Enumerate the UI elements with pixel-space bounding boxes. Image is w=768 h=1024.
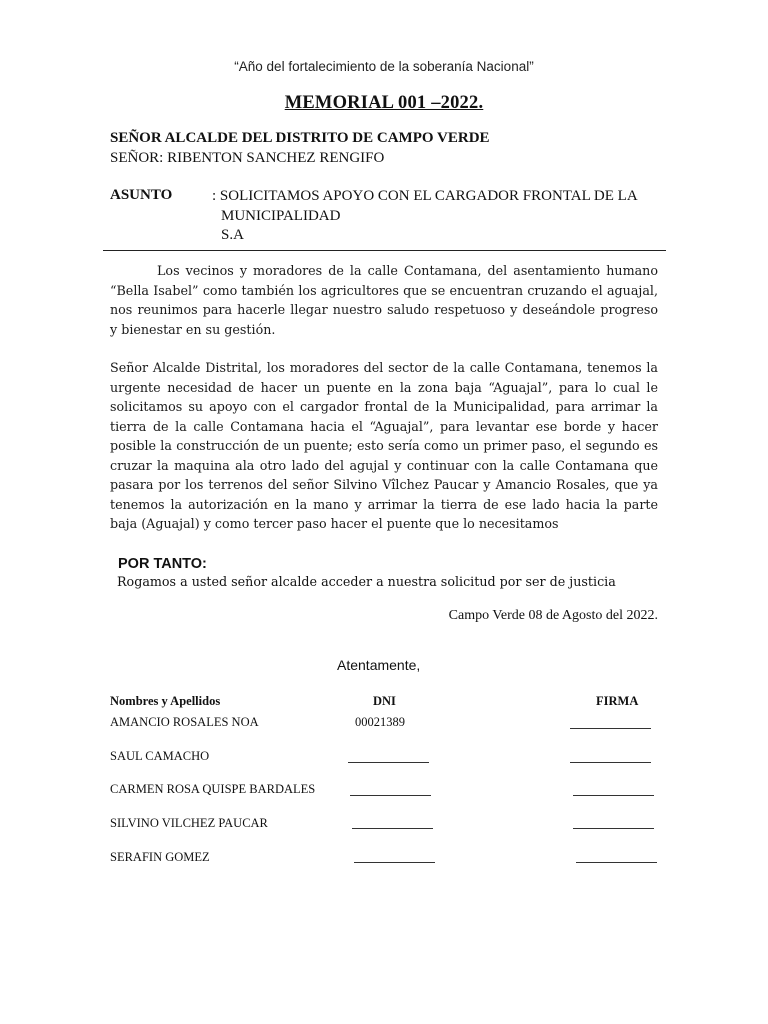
signature-line — [573, 828, 654, 829]
regards-text: Atentamente, — [337, 657, 421, 673]
column-header-name: Nombres y Apellidos — [110, 694, 221, 708]
signatory-name: SERAFIN GOMEZ — [110, 850, 210, 864]
date-line: Campo Verde 08 de Agosto del 2022. — [448, 608, 658, 623]
request-text: Rogamos a usted señor alcalde acceder a nuestra solicitud por ser de justicia — [117, 574, 616, 589]
recipient-office: SEÑOR ALCALDE DEL DISTRITO DE CAMPO VERDE — [110, 130, 490, 146]
signatory-name: SILVINO VILCHEZ PAUCAR — [110, 816, 268, 830]
body-paragraph-2: Señor Alcalde Distrital, los moradores del sector de la calle Contamana, tenemos la urgente necesidad de hacer un puente en la zona baja “Aguajal”, para lo cual le solicitamos su apoyo con el cargador frontal de la Municipalidad, para arrimar la tierra de la calle Contamana hacia el “Aguajal”, para levantar ese borde y hacer posible la construcción de un puente; esto sería como un primer paso, el segundo es cruzar la maquina ala otro lado del agujal y continuar con la calle Contamana que pasara por los terrenos del señor Silvino Vîlchez Paucar y Amancio Rosales, que ya tenemos la autorización en la mano y arrimar la tierra de ese lado hacia la parte baja (Aguajal) y como tercer paso hacer el puente que lo necesitamos — [110, 360, 658, 531]
signatory-name: AMANCIO ROSALES NOA — [110, 715, 259, 729]
subject-text — [212, 187, 662, 246]
recipient-name: SEÑOR: RIBENTON SANCHEZ RENGIFO — [110, 150, 385, 166]
subject-line-1: : SOLICITAMOS APOYO CON EL CARGADOR FRONTAL DE LA — [212, 188, 638, 204]
dni-line — [352, 828, 433, 829]
header-divider — [103, 250, 666, 251]
signature-line — [576, 862, 657, 863]
column-header-dni: DNI — [373, 694, 396, 708]
signature-line — [573, 795, 654, 796]
dni-line — [354, 862, 435, 863]
motto-line: “Año del fortalecimiento de la soberanía Nacional” — [234, 59, 534, 74]
body-paragraph-1: Los vecinos y moradores de la calle Contamana, del asentamiento humano “Bella Isabel” como también los agricultores que se encuentran cruzando el aguajal, nos reunimos para hacerle llegar nuestro saludo respetuoso y deseándole progreso y bienestar en su gestión. — [110, 263, 658, 337]
signatory-name: SAUL CAMACHO — [110, 749, 210, 763]
signatory-name: CARMEN ROSA QUISPE BARDALES — [110, 782, 316, 796]
column-header-signature: FIRMA — [596, 694, 639, 708]
subject-line-2: MUNICIPALIDAD — [221, 207, 341, 224]
signature-line — [570, 762, 651, 763]
signatory-dni: 00021389 — [355, 715, 405, 729]
document-title: MEMORIAL 001 –2022. — [284, 93, 484, 113]
signature-line — [570, 728, 651, 729]
dni-line — [350, 795, 431, 796]
subject-line-3: S.A — [221, 227, 244, 243]
por-tanto-heading: POR TANTO: — [118, 556, 207, 572]
subject-label: ASUNTO — [110, 187, 173, 203]
dni-line — [348, 762, 429, 763]
